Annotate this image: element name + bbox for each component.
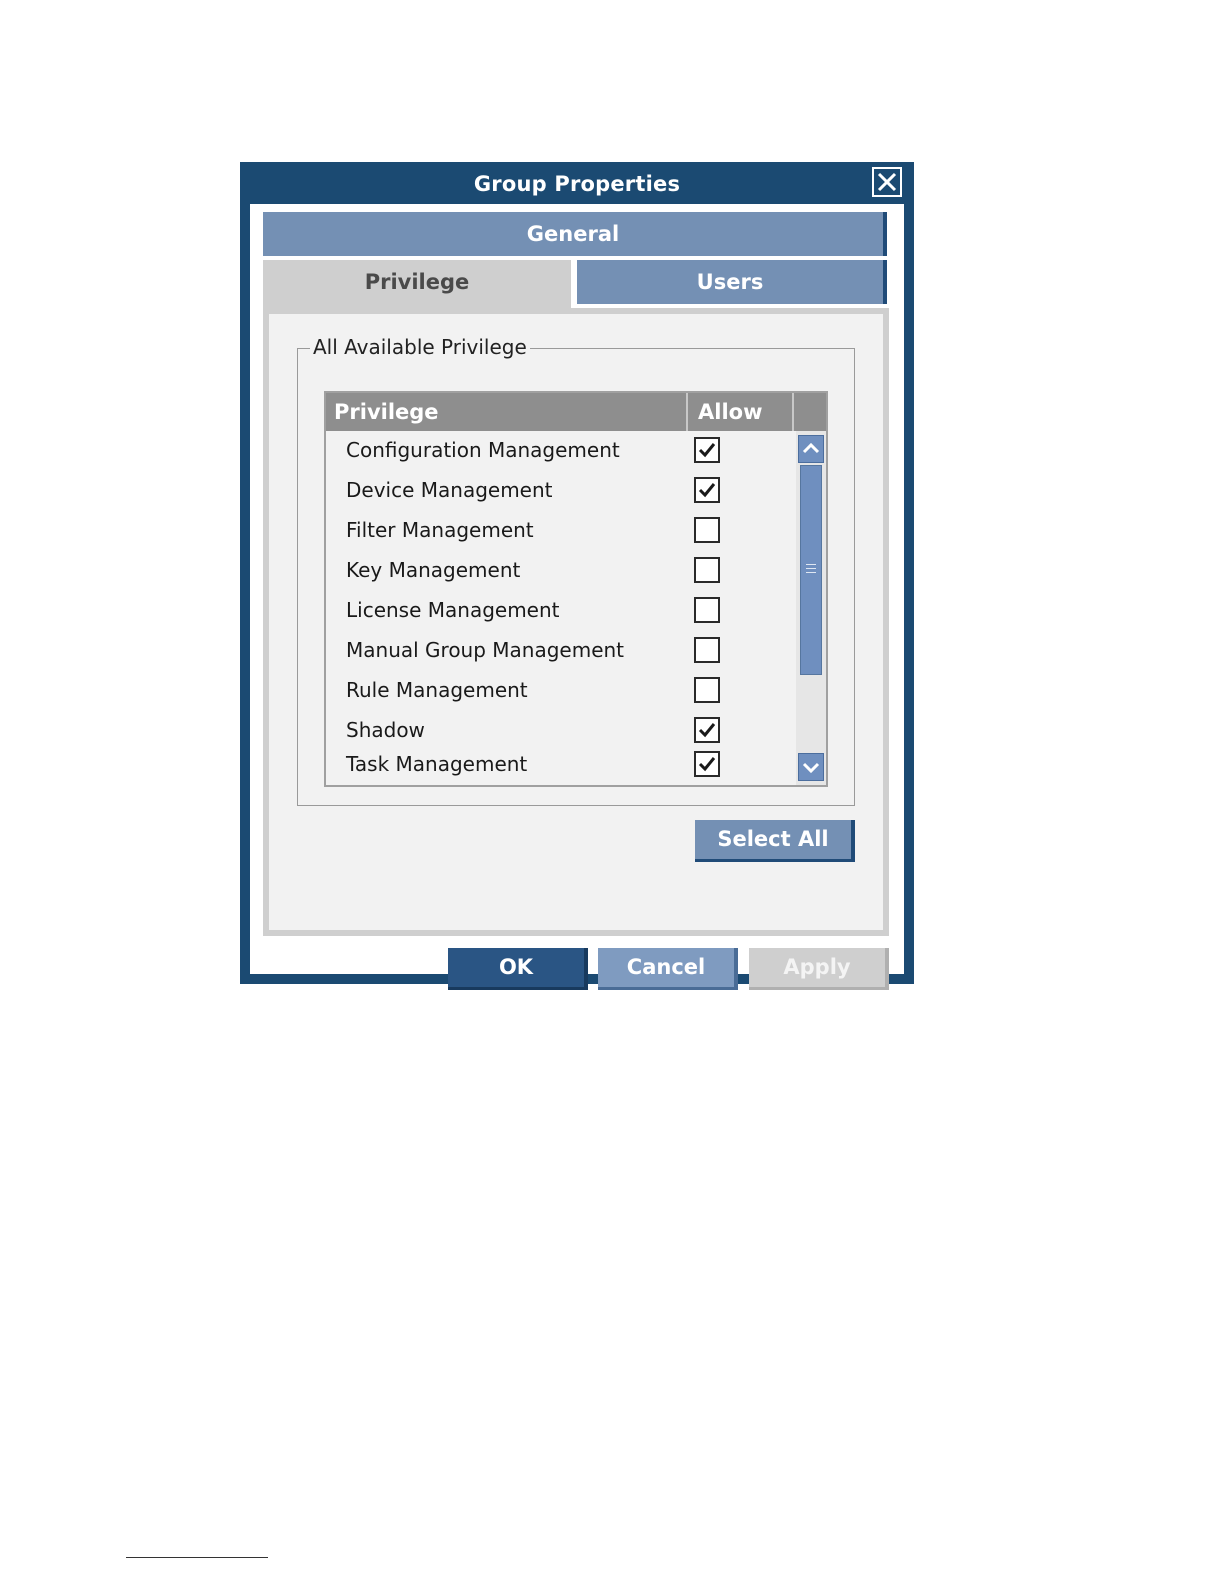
table-row — [326, 745, 794, 785]
allow-checkbox[interactable] — [694, 751, 720, 777]
privilege-name: Filter Management — [346, 518, 534, 542]
privilege-panel-content — [269, 314, 883, 930]
chevron-down-icon — [799, 754, 823, 780]
allow-checkbox[interactable] — [694, 437, 720, 463]
privilege-name: Configuration Management — [346, 438, 620, 462]
table-row — [326, 551, 794, 591]
privilege-panel — [263, 308, 889, 936]
table-row — [326, 591, 794, 631]
allow-checkbox[interactable] — [694, 677, 720, 703]
privilege-table — [324, 391, 828, 787]
table-row — [326, 511, 794, 551]
tab-general[interactable]: General — [263, 212, 887, 256]
table-row — [326, 431, 794, 471]
group-legend: All Available Privilege — [310, 335, 530, 359]
tab-privilege[interactable]: Privilege — [263, 260, 571, 310]
privilege-name: Task Management — [346, 752, 528, 776]
allow-checkbox[interactable] — [694, 477, 720, 503]
checkmark-icon — [697, 440, 717, 460]
footnote-rule — [126, 1557, 268, 1558]
column-header-allow[interactable]: Allow — [688, 393, 794, 431]
apply-button[interactable]: Apply — [749, 948, 889, 990]
table-row — [326, 471, 794, 511]
privilege-name: Shadow — [346, 718, 425, 742]
dialog-body — [250, 204, 904, 979]
ok-button[interactable]: OK — [448, 948, 588, 990]
allow-checkbox[interactable] — [694, 717, 720, 743]
privilege-name: Rule Management — [346, 678, 528, 702]
allow-checkbox[interactable] — [694, 597, 720, 623]
table-row — [326, 631, 794, 671]
chevron-up-icon — [799, 436, 823, 462]
privilege-name: License Management — [346, 598, 560, 622]
checkmark-icon — [697, 480, 717, 500]
group-properties-dialog — [240, 162, 914, 984]
table-scrollbar[interactable] — [796, 431, 826, 785]
close-button[interactable] — [872, 167, 902, 197]
all-available-privilege-group — [297, 335, 855, 806]
checkmark-icon — [697, 754, 717, 774]
scroll-thumb[interactable] — [800, 465, 822, 675]
column-header-privilege[interactable]: Privilege — [326, 393, 688, 431]
close-icon — [876, 171, 898, 193]
tab-users[interactable]: Users — [577, 260, 887, 304]
privilege-name: Manual Group Management — [346, 638, 625, 662]
grip-icon — [806, 564, 816, 576]
allow-checkbox[interactable] — [694, 557, 720, 583]
table-header — [326, 393, 826, 431]
cancel-button[interactable]: Cancel — [598, 948, 738, 990]
allow-checkbox[interactable] — [694, 517, 720, 543]
scroll-down-button[interactable] — [798, 753, 824, 781]
scroll-up-button[interactable] — [798, 435, 824, 463]
privilege-name: Device Management — [346, 478, 553, 502]
select-all-button[interactable]: Select All — [695, 820, 855, 862]
privilege-name: Key Management — [346, 558, 521, 582]
allow-checkbox[interactable] — [694, 637, 720, 663]
checkmark-icon — [697, 720, 717, 740]
table-row — [326, 671, 794, 711]
dialog-title: Group Properties — [473, 172, 681, 196]
